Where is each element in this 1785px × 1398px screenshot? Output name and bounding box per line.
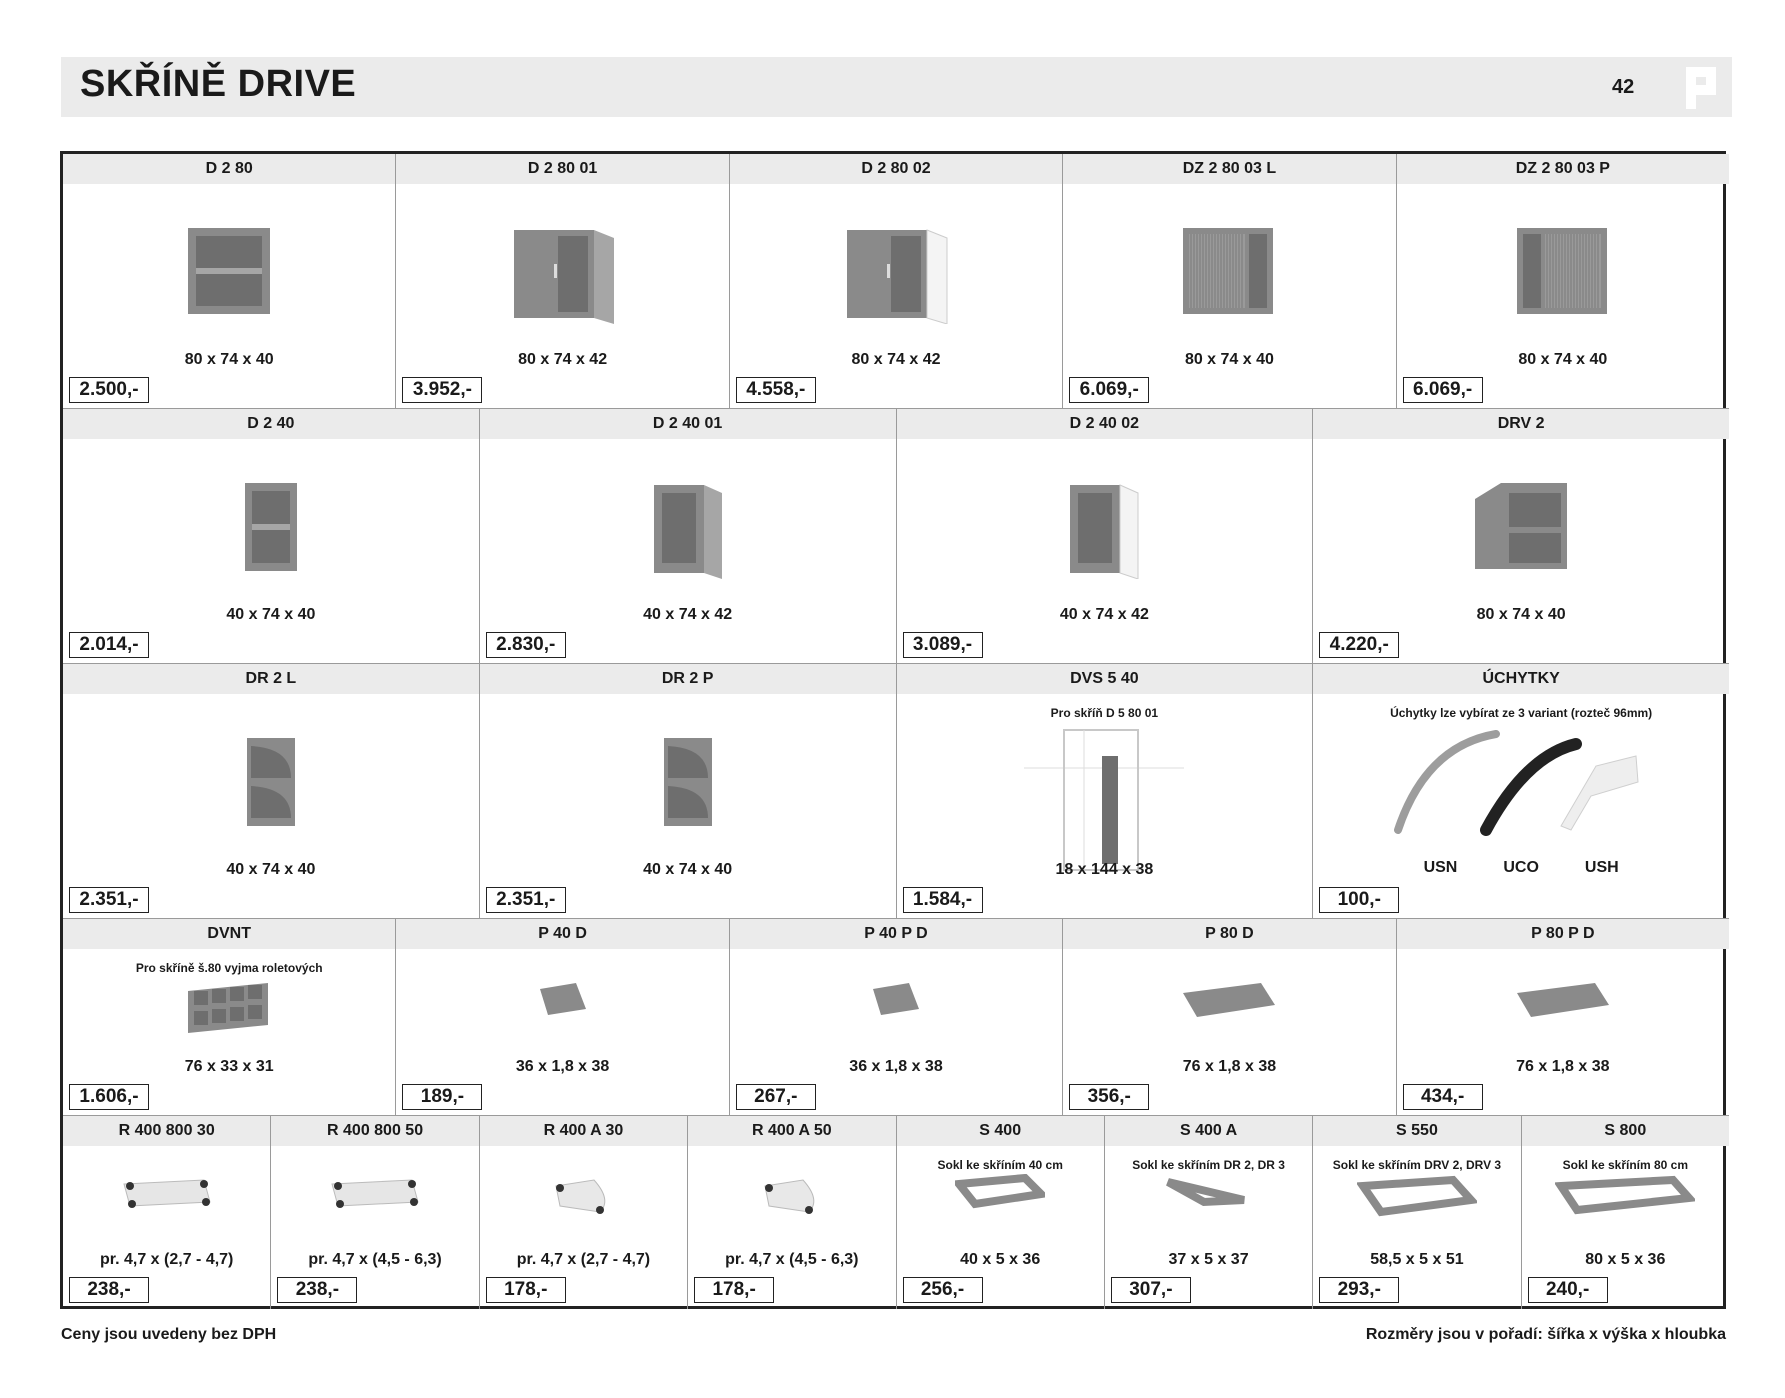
product-note: Sokl ke skříním 40 cm (937, 1158, 1063, 1172)
product-code: D 2 40 02 (897, 409, 1313, 439)
product-dimensions: 80 x 74 x 42 (518, 351, 608, 368)
product-dimensions: 36 x 1,8 x 38 (849, 1058, 943, 1075)
product-price: 2.014,- (69, 632, 149, 658)
product-cell (396, 154, 729, 408)
product-dimensions: 80 x 74 x 42 (851, 351, 941, 368)
product-cell (897, 409, 1314, 663)
product-cell (480, 664, 897, 918)
product-cell (63, 409, 480, 663)
product-code: S 400 A (1105, 1116, 1312, 1146)
product-code: DZ 2 80 03 L (1063, 154, 1395, 184)
product-price: 3.089,- (903, 632, 983, 658)
product-price: 238,- (69, 1277, 149, 1303)
product-row (63, 154, 1729, 409)
handle-variant-label: USN (1423, 859, 1458, 876)
product-price: 238,- (277, 1277, 357, 1303)
product-code: R 400 800 50 (271, 1116, 478, 1146)
product-cell (730, 154, 1063, 408)
product-code: D 2 80 02 (730, 154, 1062, 184)
product-note: Pro skříně š.80 vyjma roletových (135, 961, 323, 975)
product-cell (63, 664, 480, 918)
product-dimensions: 40 x 74 x 42 (1059, 606, 1149, 623)
product-code: R 400 800 30 (63, 1116, 270, 1146)
product-cell (396, 919, 729, 1115)
product-note: Pro skříň D 5 80 01 (1050, 706, 1159, 720)
product-price: 178,- (486, 1277, 566, 1303)
product-dimensions: 36 x 1,8 x 38 (515, 1058, 610, 1075)
product-code: ÚCHYTKY (1313, 664, 1729, 694)
wide-shelf-board-icon (1513, 979, 1613, 1024)
product-dimensions: 58,5 x 5 x 51 (1370, 1251, 1464, 1268)
product-cell (480, 409, 897, 663)
glass-corner-shelf-icon (759, 1176, 825, 1221)
product-dimensions: pr. 4,7 x (4,5 - 6,3) (725, 1251, 859, 1268)
product-price: 356,- (1069, 1084, 1149, 1110)
product-dimensions: 76 x 33 x 31 (184, 1058, 274, 1075)
glass-shelf-icon (328, 1176, 422, 1217)
product-price: 100,- (1319, 887, 1399, 913)
product-dimensions: pr. 4,7 x (2,7 - 4,7) (516, 1251, 651, 1268)
product-dimensions: pr. 4,7 x (2,7 - 4,7) (99, 1251, 234, 1268)
product-code: D 2 40 (63, 409, 479, 439)
product-code: R 400 A 30 (480, 1116, 687, 1146)
product-code: S 800 (1522, 1116, 1729, 1146)
product-dimensions: 80 x 5 x 36 (1585, 1251, 1666, 1268)
brand-logo-icon (1672, 57, 1732, 117)
product-price: 4.220,- (1319, 632, 1399, 658)
product-row (63, 1116, 1729, 1309)
product-cell (1313, 1116, 1521, 1309)
small-shelf-board-icon (536, 979, 590, 1024)
handle-variant-label: UCO (1503, 859, 1539, 876)
product-row (63, 664, 1729, 919)
product-code: P 80 D (1063, 919, 1395, 949)
product-cell (1105, 1116, 1313, 1309)
product-cell (1313, 409, 1729, 663)
product-cell (688, 1116, 896, 1309)
product-price: 4.558,- (736, 377, 816, 403)
product-price: 2.351,- (486, 887, 566, 913)
product-dimensions: 76 x 1,8 x 38 (1182, 1058, 1277, 1075)
product-price: 2.351,- (69, 887, 149, 913)
product-dimensions: 18 x 144 x 38 (1055, 861, 1154, 878)
product-cell (1397, 154, 1729, 408)
product-price: 293,- (1319, 1277, 1399, 1303)
product-code: S 400 (897, 1116, 1104, 1146)
product-cell (1397, 919, 1729, 1115)
product-dimensions: 40 x 74 x 40 (643, 861, 733, 878)
rounded-shelf-left-icon (241, 734, 301, 834)
product-dimensions: 40 x 74 x 40 (226, 606, 316, 623)
glass-shelf-icon (120, 1176, 214, 1217)
product-price: 307,- (1111, 1277, 1191, 1303)
product-cell (1063, 919, 1396, 1115)
product-price: 1.584,- (903, 887, 983, 913)
product-price: 267,- (736, 1084, 816, 1110)
handle-variant-labels (1313, 859, 1729, 877)
product-code: DVS 5 40 (897, 664, 1313, 694)
roller-cabinet-right-icon (1513, 224, 1613, 324)
product-code: D 2 40 01 (480, 409, 896, 439)
narrow-cabinet-white-door-icon (1064, 479, 1144, 584)
product-cell (63, 1116, 271, 1309)
product-row (63, 409, 1729, 664)
product-price: 2.500,- (69, 377, 149, 403)
plinth-triangle-icon (1164, 1174, 1254, 1215)
footer-dimension-order-note: Rozměry jsou v pořadí: šířka x výška x hloubka (1365, 1326, 1726, 1343)
plinth-long-icon (1555, 1174, 1695, 1223)
product-cell (271, 1116, 479, 1309)
product-cell (63, 154, 396, 408)
product-dimensions: 40 x 74 x 40 (226, 861, 316, 878)
product-row (63, 919, 1729, 1116)
rounded-shelf-right-icon (658, 734, 718, 834)
product-note: Sokl ke skříním 80 cm (1562, 1158, 1689, 1172)
product-dimensions: 80 x 74 x 40 (184, 351, 274, 368)
cabinet-doors-icon (508, 224, 618, 329)
product-dimensions: 40 x 5 x 36 (960, 1251, 1041, 1268)
open-cabinet-wide-icon (184, 224, 274, 324)
page-number: 42 (1612, 76, 1635, 98)
product-price: 178,- (694, 1277, 774, 1303)
product-cell (480, 1116, 688, 1309)
product-price: 6.069,- (1403, 377, 1483, 403)
product-cell (897, 1116, 1105, 1309)
product-price: 3.952,- (402, 377, 482, 403)
product-cell (1063, 154, 1396, 408)
product-code: P 40 D (396, 919, 728, 949)
product-price: 189,- (402, 1084, 482, 1110)
page-title: SKŘÍNĚ DRIVE (80, 63, 357, 105)
product-dimensions: 37 x 5 x 37 (1168, 1251, 1249, 1268)
product-note: Sokl ke skříním DRV 2, DRV 3 (1332, 1158, 1502, 1172)
corner-cabinet-icon (1471, 479, 1571, 579)
product-dimensions: 76 x 1,8 x 38 (1516, 1058, 1610, 1075)
insert-shelf-icon (1024, 726, 1184, 881)
product-price: 6.069,- (1069, 377, 1149, 403)
product-cell (1313, 664, 1729, 918)
product-price: 1.606,- (69, 1084, 149, 1110)
product-cell (730, 919, 1063, 1115)
product-dimensions: 40 x 74 x 42 (643, 606, 733, 623)
product-dimensions: 80 x 74 x 40 (1518, 351, 1608, 368)
product-dimensions: pr. 4,7 x (4,5 - 6,3) (308, 1251, 442, 1268)
product-code: P 80 P D (1397, 919, 1729, 949)
footer-vat-note: Ceny jsou uvedeny bez DPH (61, 1326, 277, 1343)
product-code: DVNT (63, 919, 395, 949)
plinth-wide-icon (1357, 1174, 1477, 1225)
plinth-square-icon (955, 1174, 1045, 1219)
product-price: 2.830,- (486, 632, 566, 658)
product-code: D 2 80 (63, 154, 395, 184)
open-cabinet-narrow-icon (241, 479, 301, 579)
product-cell (897, 664, 1314, 918)
product-price: 240,- (1528, 1277, 1608, 1303)
product-dimensions: 80 x 74 x 40 (1476, 606, 1566, 623)
product-table (60, 151, 1726, 1309)
wide-shelf-board-icon (1179, 979, 1279, 1024)
organizer-icon (184, 977, 274, 1042)
cabinet-doors-white-icon (841, 224, 951, 329)
product-price: 434,- (1403, 1084, 1483, 1110)
product-code: R 400 A 50 (688, 1116, 895, 1146)
product-cell (63, 919, 396, 1115)
roller-cabinet-left-icon (1179, 224, 1279, 324)
handle-variant-label: USH (1584, 859, 1619, 876)
product-note: Úchytky lze vybírat ze 3 variant (rozteč 96mm) (1390, 706, 1653, 720)
product-code: DR 2 P (480, 664, 896, 694)
narrow-cabinet-door-icon (648, 479, 728, 584)
product-code: P 40 P D (730, 919, 1062, 949)
product-code: DRV 2 (1313, 409, 1729, 439)
product-price: 256,- (903, 1277, 983, 1303)
small-shelf-board-icon (869, 979, 923, 1024)
product-cell (1522, 1116, 1729, 1309)
handles-icon (1386, 726, 1656, 841)
glass-corner-shelf-icon (550, 1176, 616, 1221)
product-dimensions: 80 x 74 x 40 (1184, 351, 1274, 368)
product-code: S 550 (1313, 1116, 1520, 1146)
product-code: DR 2 L (63, 664, 479, 694)
product-note: Sokl ke skříním DR 2, DR 3 (1132, 1158, 1285, 1172)
product-code: DZ 2 80 03 P (1397, 154, 1729, 184)
product-code: D 2 80 01 (396, 154, 728, 184)
